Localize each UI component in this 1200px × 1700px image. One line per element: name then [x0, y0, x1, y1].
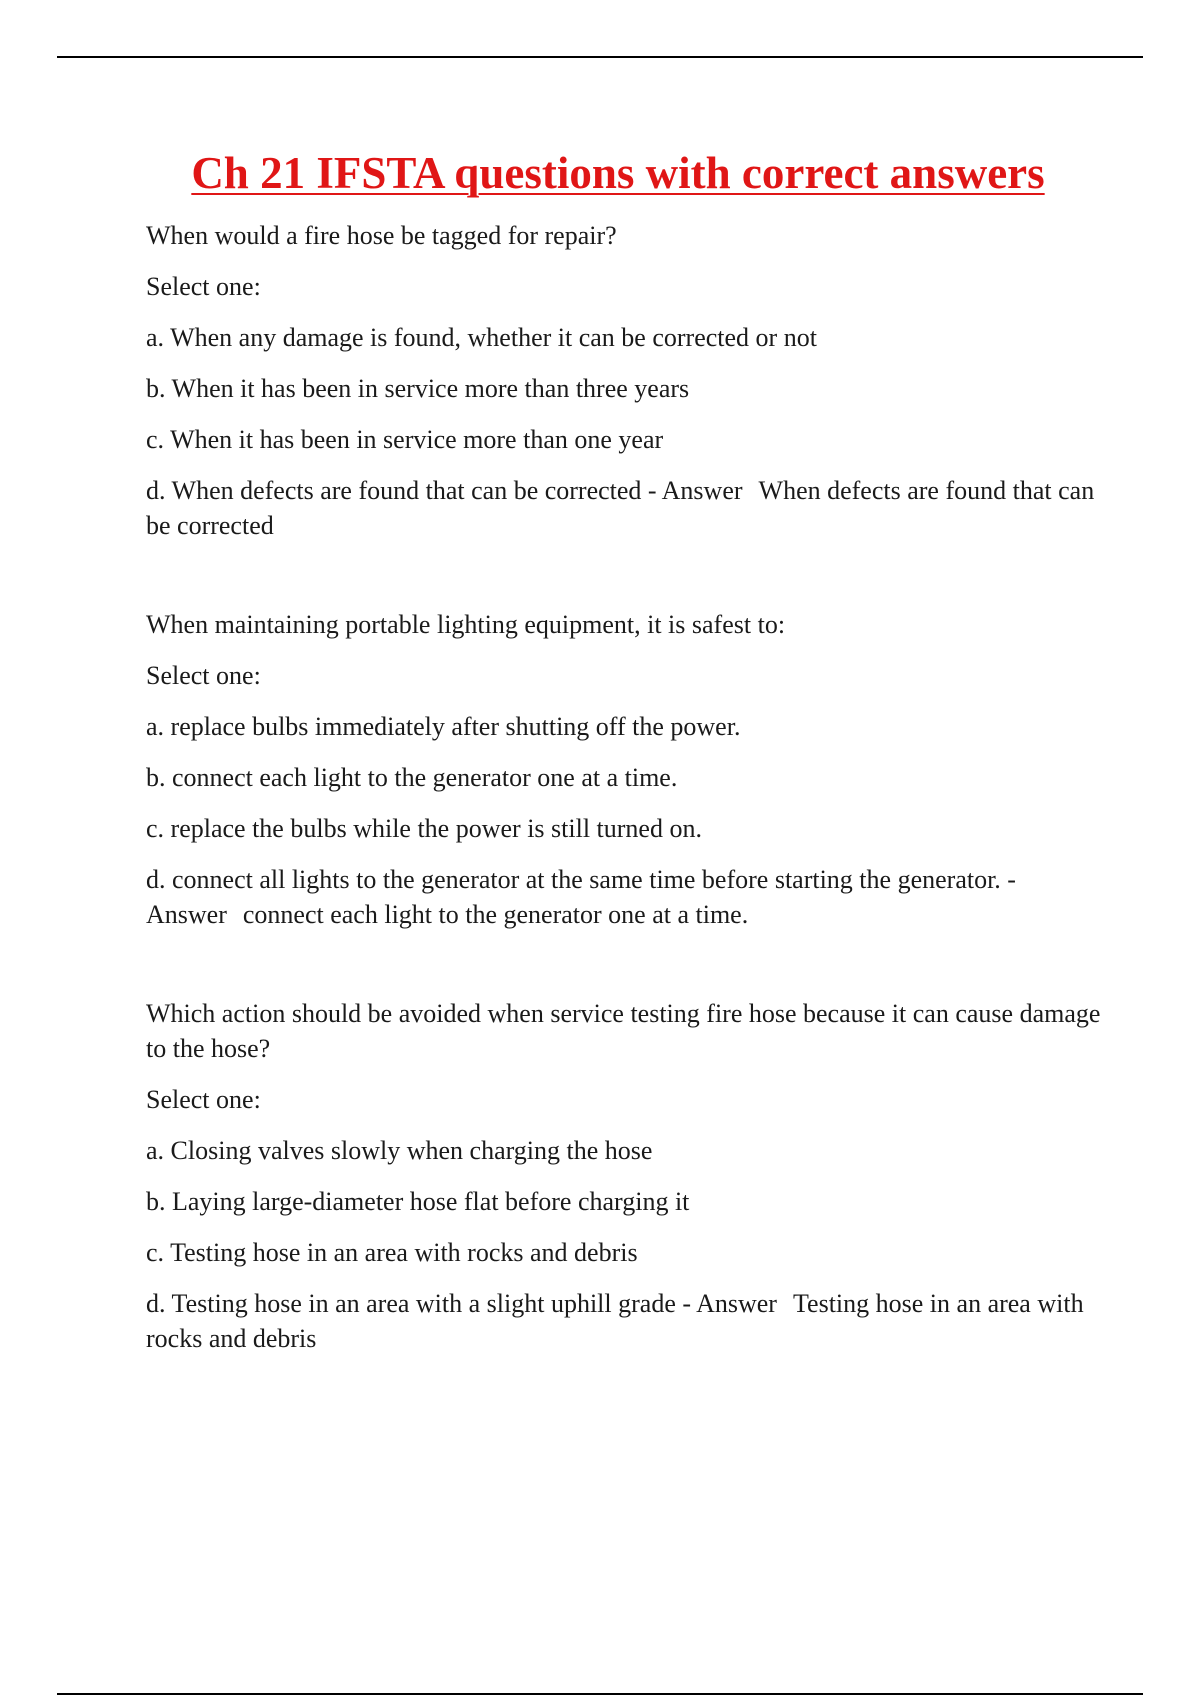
question-spacer: [146, 559, 1106, 607]
select-one-label: Select one:: [146, 1085, 261, 1114]
option-d: d. Testing hose in an area with a slight uphill grade - Answer: [146, 1289, 777, 1318]
answer-text: connect each light to the generator one at a time.: [242, 900, 749, 929]
option-d-with-answer: [146, 862, 1106, 932]
question-text: Which action should be avoided when service testing fire hose because it can cause damage to the hose?: [146, 999, 1101, 1063]
question-text: When would a fire hose be tagged for repair?: [146, 221, 617, 250]
select-one-label: Select one:: [146, 272, 261, 301]
option-a: a. replace bulbs immediately after shutting off the power.: [146, 712, 741, 741]
option-d: d. When defects are found that can be corrected - Answer: [146, 476, 743, 505]
select-one-label: Select one:: [146, 661, 261, 690]
question-block-3: [146, 996, 1106, 1356]
option-b: b. When it has been in service more than three years: [146, 374, 690, 403]
option-c: c. Testing hose in an area with rocks and debris: [146, 1238, 638, 1267]
option-d: d. connect all lights to the generator at the same time before starting the generator. - Answer: [146, 865, 1016, 929]
answer-text: Testing hose in an area with rocks and debris: [146, 1289, 1084, 1353]
question-block-1: [146, 218, 1106, 543]
question-block-2: [146, 607, 1106, 932]
answer-text: When defects are found that can be corrected: [146, 476, 1095, 540]
option-d-with-answer: [146, 473, 1106, 543]
question-spacer: [146, 948, 1106, 996]
option-c: c. When it has been in service more than one year: [146, 425, 664, 454]
question-text: When maintaining portable lighting equipment, it is safest to:: [146, 610, 786, 639]
document-title: Ch 21 IFSTA questions with correct answers: [191, 148, 1045, 198]
option-a: a. Closing valves slowly when charging the hose: [146, 1136, 653, 1165]
document-body: [146, 218, 1106, 1372]
option-c: c. replace the bulbs while the power is still turned on.: [146, 814, 702, 843]
option-d-with-answer: [146, 1286, 1106, 1356]
option-b: b. connect each light to the generator one at a time.: [146, 763, 678, 792]
option-b: b. Laying large-diameter hose flat before charging it: [146, 1187, 690, 1216]
top-rule: [57, 56, 1143, 58]
bottom-rule: [57, 1693, 1143, 1695]
option-a: a. When any damage is found, whether it can be corrected or not: [146, 323, 817, 352]
